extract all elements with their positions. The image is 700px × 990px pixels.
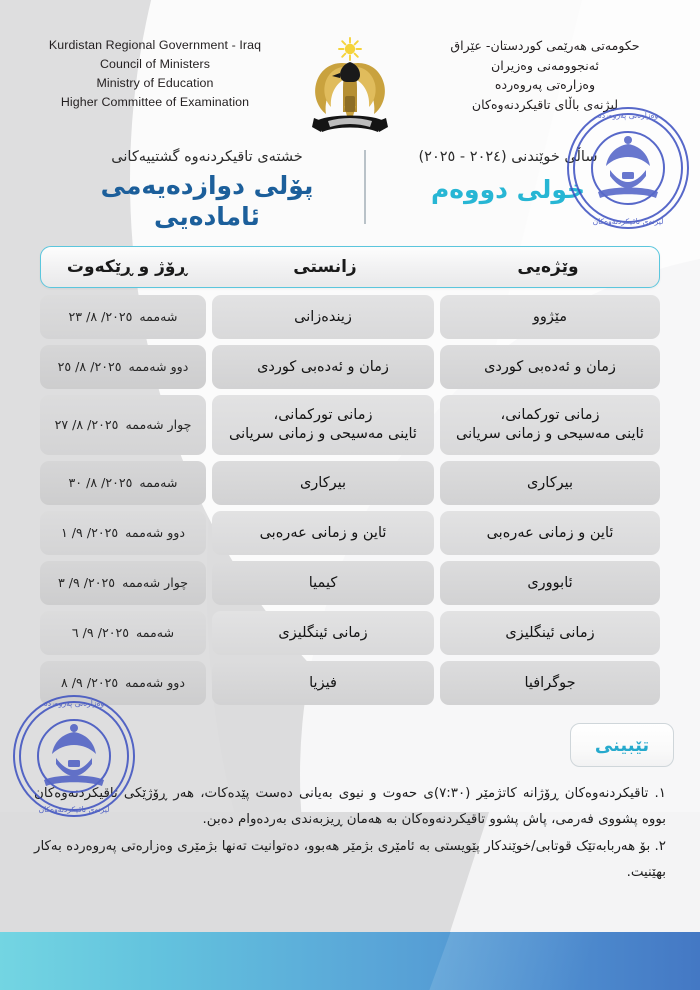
table-row	[40, 461, 660, 505]
svg-text:لیژنەی تاقیکردنەوەکان: لیژنەی تاقیکردنەوەکان	[38, 805, 110, 814]
cell-day-name: دوو شەممە	[125, 675, 185, 690]
header-kurdish-line-4: لیژنەی باڵای تاقیکردنەوەکان	[471, 96, 619, 112]
cell-date-value: ٢٠٢٥/ ٨/ ٣٠	[68, 475, 133, 490]
cell-literary: زمانی تورکمانی، ئاینی مەسیحی و زمانی سریانی	[440, 395, 660, 455]
cell-day-name: دوو شەممە	[125, 525, 185, 540]
cell-literary: ئابووری	[440, 561, 660, 605]
header-kurdish-line-2: ئەنجوومەنی وەزیران	[491, 57, 599, 73]
header-english-line-4: Higher Committee of Examination	[60, 95, 250, 109]
cell-literary: جوگرافیا	[440, 661, 660, 705]
cell-scientific: کیمیا	[212, 561, 434, 605]
cell-scientific: ئاین و زمانی عەرەبی	[212, 511, 434, 555]
header-english-line-3: Ministry of Education	[96, 76, 214, 90]
cell-day-name: شەممە	[136, 625, 175, 640]
footer-highlight	[429, 932, 600, 990]
svg-text:لیژنەی تاقیکردنەوەکان: لیژنەی تاقیکردنەوەکان	[592, 217, 664, 226]
table-row	[40, 511, 660, 555]
cell-scientific: زمان و ئەدەبی کوردی	[212, 345, 434, 389]
cell-scientific: بیرکاری	[212, 461, 434, 505]
cell-date	[40, 661, 206, 705]
column-header-date: ڕۆژ و ڕێکەوت	[66, 257, 188, 277]
column-header-scientific: زانستی	[293, 257, 357, 277]
table-row	[40, 561, 660, 605]
title-block	[34, 146, 364, 232]
cell-scientific: زمانی ئینگلیزی	[212, 611, 434, 655]
academic-year-block	[366, 146, 666, 206]
cell-date	[40, 395, 206, 455]
header-english-line-2: Council of Ministers	[99, 57, 211, 71]
cell-date-value: ٢٠٢٥/ ٨/ ٢٥	[57, 359, 122, 374]
header-kurdish-line-3: وەزارەتی پەروەردە	[494, 77, 596, 92]
cell-literary: بیرکاری	[440, 461, 660, 505]
kurdistan-emblem-icon	[304, 34, 396, 146]
cell-date-value: ٢٠٢٥/ ٩/ ٣	[57, 575, 116, 590]
cell-date	[40, 611, 206, 655]
footer-gradient-bar	[0, 932, 700, 990]
table-row	[40, 395, 660, 455]
cell-literary: مێژوو	[440, 295, 660, 339]
table-row	[40, 295, 660, 339]
title-divider	[364, 150, 366, 224]
header-kurdish-line-1: حکومەتی هەرێمی کوردستان- عێراق	[450, 38, 640, 53]
exam-round-label: خولی دووەم	[430, 175, 586, 204]
header-english-block	[24, 34, 286, 112]
table-row	[40, 611, 660, 655]
cell-day-name: چوار شەممە	[125, 417, 192, 432]
cell-date	[40, 561, 206, 605]
note-item-1: ١. تاقیکردنەوەکان ڕۆژانە کاتژمێر (٧:٣٠)ی حەوت و نیوی بەیانی دەست پێدەکات، هەر ڕۆژێکی تاقیکردنەوەکان بووە پشووی فەرمی، پاش پشوو تاقیکردنەوەکان بە هەمان ڕیزبەندی بەردەوام دەبن.	[34, 786, 666, 827]
cell-scientific: فیزیا	[212, 661, 434, 705]
cell-day-name: دوو شەممە	[128, 359, 189, 374]
cell-date-value: ٢٠٢٥/ ٩/ ١	[61, 525, 119, 540]
cell-date	[40, 295, 206, 339]
page-subtitle: خشتەی تاقیکردنەوە گشتییەکانی	[111, 149, 303, 165]
notes-section	[26, 723, 674, 886]
table-body	[40, 295, 660, 705]
table-header-row	[40, 246, 660, 288]
table-row	[40, 345, 660, 389]
exam-schedule-table	[40, 246, 660, 705]
svg-text:وەزارەتی پەروەردە: وەزارەتی پەروەردە	[597, 111, 659, 120]
cell-literary: زمان و ئەدەبی کوردی	[440, 345, 660, 389]
cell-date	[40, 461, 206, 505]
notes-body	[26, 781, 674, 886]
cell-day-name: شەممە	[139, 475, 178, 490]
document-header	[0, 0, 700, 140]
cell-date	[40, 345, 206, 389]
page-title: پۆلی دوازدەیەمی ئامادەیی	[100, 171, 314, 231]
cell-day-name: چوار شەممە	[122, 575, 189, 590]
column-header-literary: وێژەیی	[517, 257, 579, 277]
cell-scientific: زیندەزانی	[212, 295, 434, 339]
cell-literary: ئاین و زمانی عەرەبی	[440, 511, 660, 555]
title-band	[0, 140, 700, 232]
academic-year-label: ساڵی خوێندنی (٢٠٢٤ - ٢٠٢٥)	[418, 149, 598, 165]
cell-date-value: ٢٠٢٥/ ٩/ ٦	[71, 625, 129, 640]
svg-text:وەزارەتی پەروەردە: وەزارەتی پەروەردە	[43, 699, 105, 708]
header-kurdish-block	[414, 34, 676, 114]
table-row	[40, 661, 660, 705]
cell-literary: زمانی ئینگلیزی	[440, 611, 660, 655]
cell-date-value: ٢٠٢٥/ ٨/ ٢٧	[54, 417, 119, 432]
cell-date-value: ٢٠٢٥/ ٩/ ٨	[61, 675, 119, 690]
header-english-line-1: Kurdistan Regional Government - Iraq	[48, 38, 262, 52]
cell-day-name: شەممە	[139, 309, 178, 324]
cell-date	[40, 511, 206, 555]
cell-scientific: زمانی تورکمانی، ئاینی مەسیحی و زمانی سریانی	[212, 395, 434, 455]
note-item-2: ٢. بۆ هەربابەتێک قوتابی/خوێندکار پێویستی بە ئامێری بژمێر هەبوو، دەتوانیت تەنها بژمێری وەزارەتی پەروەردە بەکار بهێنیت.	[34, 839, 666, 880]
notes-badge: تێبینی	[570, 723, 674, 767]
cell-date-value: ٢٠٢٥/ ٨/ ٢٣	[68, 309, 133, 324]
